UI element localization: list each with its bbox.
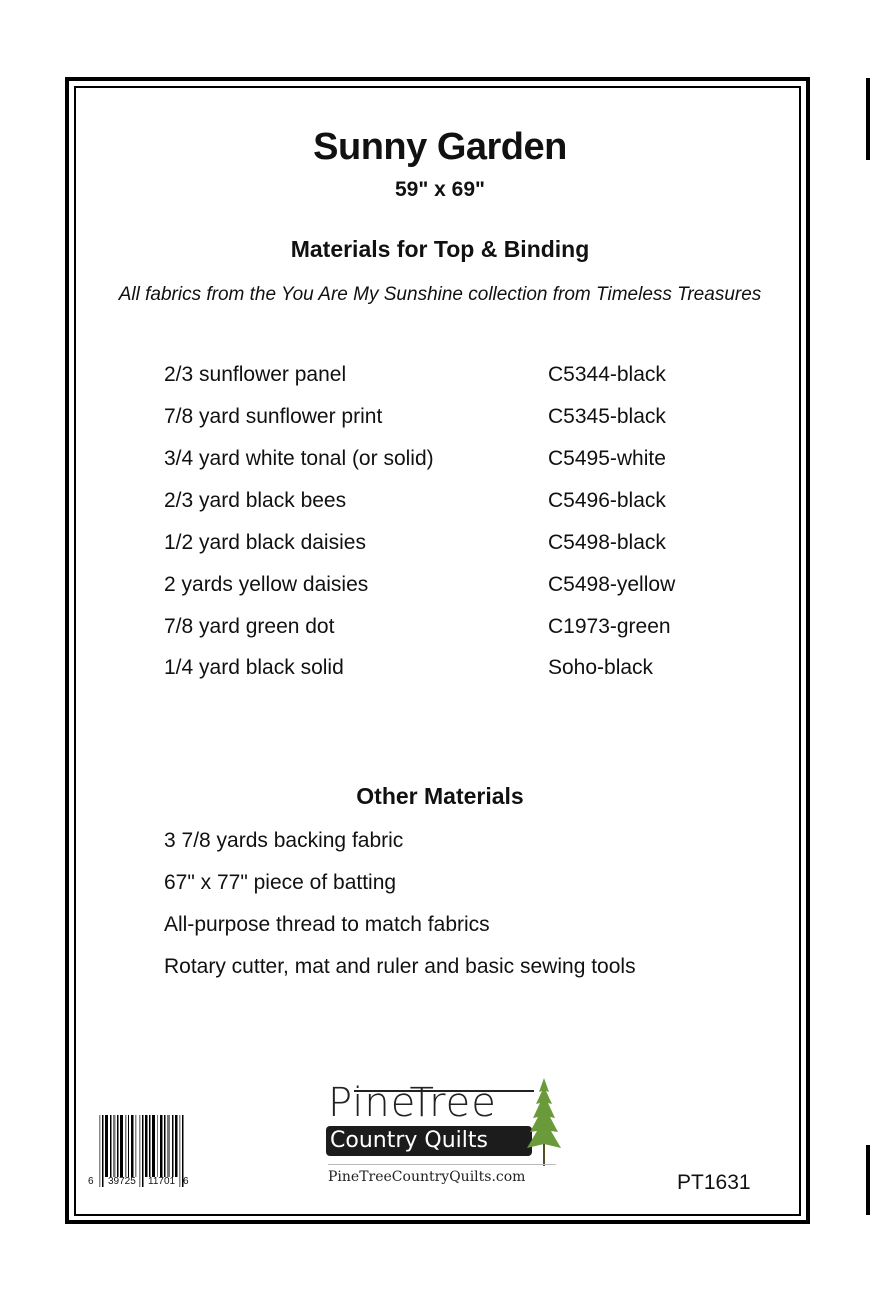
- fabric-code: C1973-green: [548, 615, 671, 638]
- fabric-desc: 7/8 yard sunflower print: [164, 405, 383, 428]
- pine-tree-logo: [326, 1078, 566, 1193]
- barcode-group-1: 39725: [108, 1176, 136, 1187]
- pine-tree-icon: [524, 1078, 564, 1168]
- fabric-desc: 1/4 yard black solid: [164, 656, 344, 679]
- logo-line2: Country Quilts: [326, 1126, 532, 1156]
- quilt-size: 59" x 69": [395, 178, 485, 201]
- fabric-row: [164, 656, 724, 684]
- logo-line1: PineTree: [328, 1080, 497, 1126]
- fabric-desc: 2/3 yard black bees: [164, 489, 347, 512]
- other-materials-heading: Other Materials: [356, 783, 524, 809]
- fabric-row: [164, 489, 724, 517]
- list-item: Rotary cutter, mat and ruler and basic sewing tools: [164, 955, 636, 978]
- pattern-code: PT1631: [677, 1171, 751, 1194]
- fabric-row: [164, 573, 724, 601]
- fabric-row: [164, 447, 724, 475]
- fabric-row: [164, 405, 724, 433]
- fabric-collection-note: All fabrics from the You Are My Sunshine collection from Timeless Treasures: [118, 284, 762, 305]
- edge-bar-bottom: [866, 1145, 870, 1215]
- fabric-desc: 2/3 sunflower panel: [164, 363, 347, 386]
- list-item: 67" x 77" piece of batting: [164, 871, 397, 894]
- pattern-title: Sunny Garden: [313, 126, 567, 168]
- fabric-desc: 2 yards yellow daisies: [164, 573, 369, 596]
- list-item: All-purpose thread to match fabrics: [164, 913, 490, 936]
- fabric-row: [164, 615, 724, 643]
- fabric-row: [164, 363, 724, 391]
- fabric-code: C5344-black: [548, 363, 666, 386]
- top-binding-heading: Materials for Top & Binding: [290, 236, 590, 262]
- barcode-check-digit: 6: [183, 1176, 189, 1187]
- logo-baseline: [328, 1164, 556, 1165]
- fabric-code: C5345-black: [548, 405, 666, 428]
- barcode-lead-digit: 6: [88, 1176, 94, 1187]
- fabric-code: Soho-black: [548, 656, 654, 679]
- barcode-group-2: 11701: [148, 1176, 176, 1187]
- fabric-desc: 1/2 yard black daisies: [164, 531, 366, 554]
- fabric-code: C5496-black: [548, 489, 666, 512]
- list-item: 3 7/8 yards backing fabric: [164, 829, 404, 852]
- fabric-code: C5498-black: [548, 531, 666, 554]
- fabric-desc: 7/8 yard green dot: [164, 615, 335, 638]
- fabric-code: C5498-yellow: [548, 573, 676, 596]
- logo-url: PineTreeCountryQuilts.com: [328, 1169, 526, 1185]
- fabric-desc: 3/4 yard white tonal (or solid): [164, 447, 434, 470]
- fabric-code: C5495-white: [548, 447, 666, 470]
- fabric-row: [164, 531, 724, 559]
